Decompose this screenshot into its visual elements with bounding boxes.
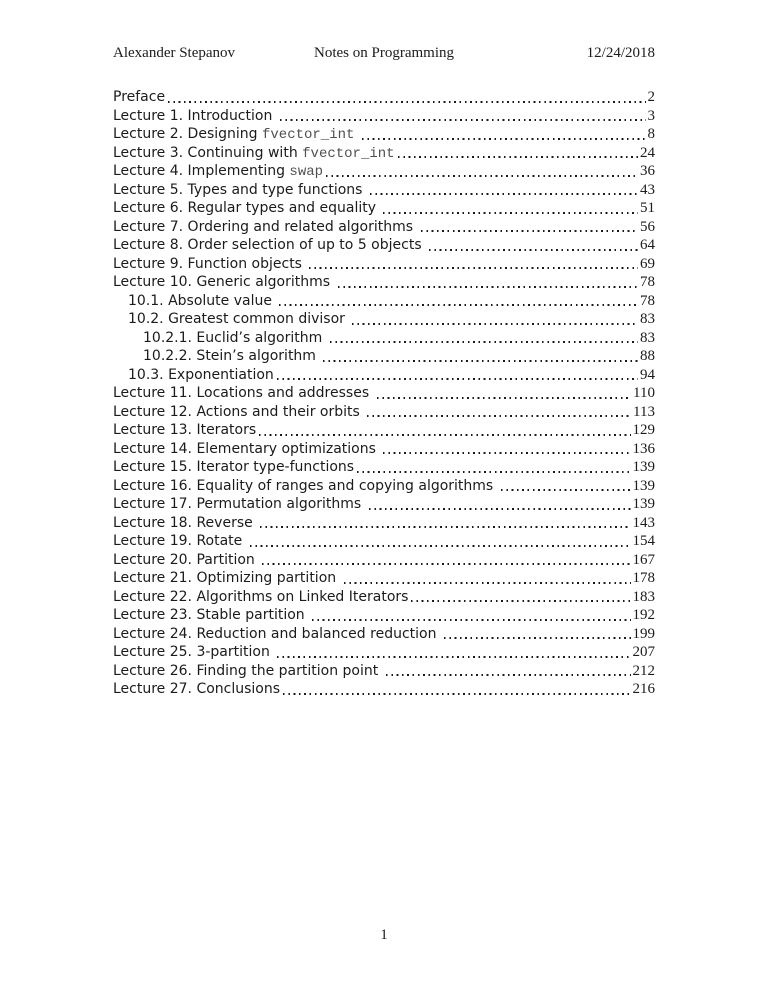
toc-entry-title (113, 199, 380, 218)
toc-entry (113, 625, 655, 644)
toc-entry-title (113, 606, 309, 625)
dot-leader (259, 434, 630, 436)
toc-entry-title (113, 218, 418, 237)
table-of-contents (113, 88, 655, 699)
toc-title-text: Lecture 26. Finding the partition point (113, 662, 383, 679)
toc-title-text: Lecture 9. Function objects (113, 255, 307, 272)
toc-entry (113, 107, 655, 126)
toc-title-text: Lecture 24. Reduction and balanced reduction (113, 625, 441, 642)
footer-page-number: 1 (380, 927, 388, 943)
dot-leader (280, 119, 646, 121)
toc-title-text: Lecture 8. Order selection of up to 5 objects (113, 237, 427, 253)
toc-entry-page-number: 88 (640, 348, 655, 364)
toc-entry-page-number: 56 (640, 218, 655, 235)
toc-entry-page-number: 199 (632, 625, 655, 642)
toc-entry-title (113, 255, 306, 274)
toc-entry-title (128, 310, 349, 329)
toc-entry (113, 273, 655, 292)
toc-entry-page-number: 78 (640, 274, 655, 290)
toc-entry (113, 680, 655, 699)
toc-entry (113, 514, 655, 533)
toc-entry-page-number: 183 (632, 588, 655, 605)
toc-title-text: Lecture 21. Optimizing partition (113, 570, 341, 586)
dot-leader (344, 582, 631, 584)
dot-leader (338, 286, 638, 288)
toc-entry-page-number: 78 (640, 292, 655, 309)
toc-entry-page-number: 2 (647, 89, 655, 105)
toc-entry (113, 366, 655, 385)
toc-title-text (354, 126, 358, 142)
toc-title-text: Lecture 5. Types and type functions (113, 181, 367, 198)
dot-leader (262, 563, 630, 565)
toc-title-text: Lecture 16. Equality of ranges and copying algorithms (113, 477, 498, 494)
toc-entry (113, 236, 655, 255)
dot-leader (386, 674, 631, 676)
dot-leader (383, 212, 638, 214)
toc-entry (113, 551, 655, 570)
toc-entry-title (113, 495, 366, 514)
toc-entry-title (113, 625, 441, 644)
dot-leader (352, 323, 638, 325)
toc-entry-title (143, 347, 320, 366)
dot-leader (369, 508, 631, 510)
toc-entry-page-number: 192 (632, 607, 655, 623)
toc-entry-page-number: 94 (640, 366, 655, 383)
toc-entry (113, 144, 655, 163)
toc-entry (113, 532, 655, 551)
dot-leader (383, 452, 630, 454)
dot-leader (362, 138, 646, 140)
toc-title-text: Lecture 14. Elementary optimizations (113, 440, 381, 457)
toc-entry-page-number: 8 (647, 126, 655, 142)
toc-entry-page-number: 139 (632, 477, 655, 494)
toc-entry-title (113, 680, 280, 699)
dot-leader (398, 156, 638, 158)
toc-entry-page-number: 216 (632, 681, 655, 697)
dot-leader (277, 656, 630, 658)
toc-entry-title (113, 643, 274, 662)
toc-title-text: Lecture 23. Stable partition (113, 607, 310, 623)
toc-title-text: Preface (113, 89, 166, 105)
toc-entry (113, 606, 655, 625)
toc-entry-title (113, 588, 408, 607)
toc-title-text: 10.2.2. Stein’s algorithm (143, 348, 321, 364)
toc-title-text: Lecture 4. Implementing (113, 163, 290, 179)
toc-entry (113, 88, 655, 107)
toc-entry-page-number: 167 (632, 551, 655, 568)
toc-entry (113, 421, 655, 440)
toc-title-text: Lecture 10. Generic algorithms (113, 274, 335, 290)
toc-entry-page-number: 139 (632, 459, 655, 475)
toc-title-text: Lecture 20. Partition (113, 551, 260, 568)
toc-entry (113, 199, 655, 218)
toc-entry-title (113, 273, 335, 292)
toc-entry-title (113, 162, 323, 182)
header-document-title: Notes on Programming (314, 45, 454, 61)
toc-entry-page-number: 69 (640, 255, 655, 272)
toc-entry-title (113, 107, 277, 126)
toc-entry-page-number: 3 (647, 107, 655, 124)
toc-entry-title (113, 403, 364, 422)
toc-title-text: Lecture 18. Reverse (113, 514, 258, 531)
toc-entry-page-number: 129 (632, 422, 655, 438)
toc-entry (113, 477, 655, 496)
dot-leader (370, 193, 638, 195)
toc-entry-page-number: 113 (633, 403, 655, 420)
dot-leader (357, 471, 630, 473)
toc-entry (113, 588, 655, 607)
toc-entry (113, 440, 655, 459)
toc-entry-page-number: 51 (640, 200, 655, 216)
toc-title-text: 10.2.1. Euclid’s algorithm (143, 329, 327, 346)
toc-entry-page-number: 136 (632, 440, 655, 457)
toc-code-term: swap (289, 164, 324, 180)
toc-title-text: Lecture 2. Designing (113, 126, 262, 142)
toc-entry-title (113, 181, 367, 200)
dot-leader (330, 341, 638, 343)
toc-title-text: 10.1. Absolute value (128, 292, 277, 309)
dot-leader (323, 360, 638, 362)
dot-leader (250, 545, 631, 547)
toc-entry-page-number: 178 (632, 570, 655, 586)
toc-entry-title (128, 292, 276, 311)
toc-entry-page-number: 83 (640, 311, 655, 327)
toc-title-text: Lecture 15. Iterator type-functions (113, 459, 355, 475)
toc-entry-title (113, 477, 498, 496)
toc-entry (113, 643, 655, 662)
toc-entry-title (113, 440, 380, 459)
toc-entry (113, 310, 655, 329)
toc-entry (113, 292, 655, 311)
toc-entry (113, 403, 655, 422)
toc-code-term: fvector_int (261, 127, 355, 143)
toc-title-text: Lecture 1. Introduction (113, 107, 277, 124)
dot-leader (277, 378, 638, 380)
dot-leader (444, 637, 631, 639)
toc-entry-page-number: 143 (632, 514, 655, 531)
toc-title-text: Lecture 25. 3-partition (113, 644, 275, 660)
toc-title-text: Lecture 22. Algorithms on Linked Iterators (113, 588, 409, 605)
toc-entry-title (113, 532, 247, 551)
dot-leader (279, 304, 638, 306)
dot-leader (429, 249, 638, 251)
dot-leader (421, 230, 639, 232)
toc-title-text: Lecture 27. Conclusions (113, 681, 281, 697)
toc-title-text: Lecture 7. Ordering and related algorithms (113, 218, 418, 235)
toc-title-text: Lecture 17. Permutation algorithms (113, 496, 366, 512)
page-footer (0, 927, 768, 944)
toc-title-text: Lecture 6. Regular types and equality (113, 200, 381, 216)
toc-entry-title (113, 125, 359, 145)
toc-entry-title (113, 458, 354, 477)
toc-entry (113, 162, 655, 181)
toc-entry-page-number: 36 (640, 163, 655, 179)
dot-leader (411, 600, 630, 602)
toc-entry-page-number: 43 (640, 181, 655, 198)
toc-title-text: 10.2. Greatest common divisor (128, 311, 350, 327)
toc-entry (113, 255, 655, 274)
toc-entry (113, 569, 655, 588)
toc-entry-page-number: 154 (632, 533, 655, 549)
toc-entry (113, 218, 655, 237)
toc-entry (113, 347, 655, 366)
toc-title-text: Lecture 3. Continuing with (113, 144, 303, 161)
header-date: 12/24/2018 (586, 45, 655, 61)
toc-code-term: fvector_int (302, 145, 395, 162)
toc-entry-page-number: 212 (632, 662, 655, 679)
toc-entry-title (113, 514, 257, 533)
toc-entry-title (113, 236, 426, 255)
toc-entry-title (143, 329, 327, 348)
dot-leader (309, 267, 638, 269)
toc-title-text: Lecture 19. Rotate (113, 533, 247, 549)
toc-entry-title (113, 88, 165, 107)
dot-leader (367, 415, 631, 417)
dot-leader (326, 175, 638, 177)
toc-entry (113, 181, 655, 200)
toc-title-text: Lecture 11. Locations and addresses (113, 385, 374, 401)
toc-entry-page-number: 207 (632, 644, 655, 660)
toc-entry (113, 329, 655, 348)
toc-entry-page-number: 24 (640, 144, 655, 161)
toc-entry-title (128, 366, 274, 385)
toc-entry-title (113, 662, 383, 681)
toc-entry-page-number: 83 (640, 329, 655, 346)
toc-entry (113, 458, 655, 477)
dot-leader (377, 397, 631, 399)
toc-entry (113, 662, 655, 681)
toc-entry (113, 495, 655, 514)
toc-entry-title (113, 144, 395, 164)
dot-leader (168, 101, 645, 103)
toc-entry-page-number: 64 (640, 237, 655, 253)
header-author: Alexander Stepanov (113, 45, 236, 61)
toc-entry-title (113, 551, 259, 570)
toc-title-text: 10.3. Exponentiation (128, 366, 274, 383)
dot-leader (501, 489, 631, 491)
dot-leader (283, 693, 630, 695)
toc-title-text: Lecture 13. Iterators (113, 422, 257, 438)
toc-entry-title (113, 569, 341, 588)
toc-entry-page-number: 110 (633, 385, 655, 401)
dot-leader (260, 526, 630, 528)
toc-entry (113, 384, 655, 403)
toc-entry (113, 125, 655, 144)
toc-entry-title (113, 384, 374, 403)
dot-leader (312, 619, 630, 621)
toc-entry-title (113, 421, 256, 440)
toc-entry-page-number: 139 (632, 496, 655, 512)
toc-title-text: Lecture 12. Actions and their orbits (113, 403, 365, 420)
